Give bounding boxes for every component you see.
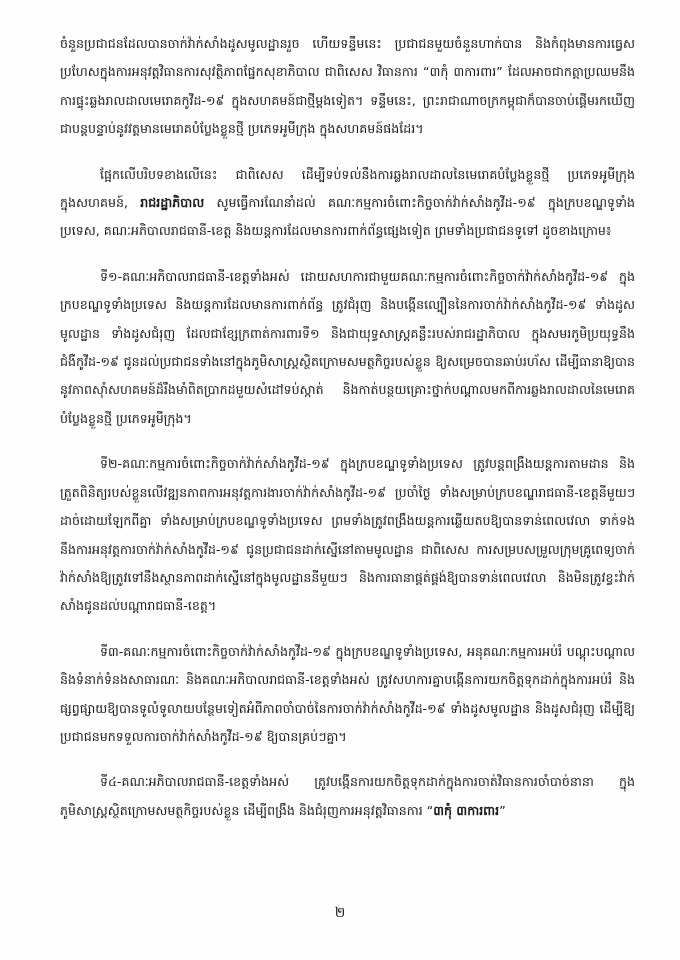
- paragraph-text: សូមធ្វើការណែនាំដល់ គណៈកម្មការចំពោះកិច្ចចាក់វ៉ាក់សាំងកូវីដ-១៩ ក្នុងក្របខណ្ឌទូទាំងប្រទេស, គណៈអភិបាលរាជធានី-ខេត្ត និងយន្តការដែលមានការពាក់ព័ន្ធផ្សេងទៀត ព្រមទាំងប្រជាជនទូទៅ ដូចខាងក្រោម៖: [60, 195, 635, 239]
- directive-item-1: [60, 263, 635, 433]
- directive-item-2: [60, 450, 635, 620]
- paragraph-text: ចំនួនប្រជាជនដែលបានចាក់វ៉ាក់សាំងដូសមូលដ្ឋានរួច ហើយទន្ទឹមនេះ ប្រជាជនមួយចំនួនហាក់បាន និងកំពុងមានការធ្វេសប្រហែសក្នុងការអនុវត្តវិធានការសុវត្ថិភាពផ្នែកសុខាភិបាល ជាពិសេស វិធានការ “៣កុំ ៣ការពារ” ដែលអាចជាកត្តាប្រឈមនឹងការផ្ទុះឆ្លងរាលដាលមេរោគកូវីដ-១៩ ក្នុងសហគមន៍ជាថ្មីម្តងទៀត។ ទន្ទឹមនេះ, ព្រះរាជាណាចក្រកម្ពុជាក៏បានចាប់ផ្តើមរកឃើញជាបន្តបន្ទាប់នូវវត្តមានមេរោគបំប្លែងខ្លួនថ្មី ប្រភេទអូមីក្រុង ក្នុងសហគមន៍ផងដែរ។: [60, 36, 635, 137]
- paragraph-text: ទី២-គណៈកម្មការចំពោះកិច្ចចាក់វ៉ាក់សាំងកូវីដ-១៩ ក្នុងក្របខណ្ឌទូទាំងប្រទេស ត្រូវបន្តពង្រឹងយន្តការតាមដាន និងត្រួតពិនិត្យរបស់ខ្លួនលើវឌ្ឍនភាពការអនុវត្តការងារចាក់វ៉ាក់សាំងកូវីដ-១៩ ប្រចាំថ្ងៃ ទាំងសម្រាប់ក្របខណ្ឌរាជធានី-ខេត្តនីមួយៗដាច់ដោយឡែកពីគ្នា ទាំងសម្រាប់ក្របខណ្ឌទូទាំងប្រទេស ព្រមទាំងត្រូវពង្រឹងយន្តការឆ្លើយតបឱ្យបានទាន់ពេលវេលា ទាក់ទងនឹងការអនុវត្តការចាក់វ៉ាក់សាំងកូវីដ-១៩ ជូនប្រជាជនដាក់ស្នើនៅតាមមូលដ្ឋាន ជាពិសេស ការសម្របសម្រួលក្រុមគ្រូពេទ្យចាក់វ៉ាក់សាំងឱ្យត្រូវទៅនឹងស្ថានភាពដាក់ស្នើនៅក្នុងមូលដ្ឋាននីមួយៗ និងការធានាផ្គត់ផ្គង់ឱ្យបានទាន់ពេលវេលា និងមិនត្រូវខ្វះវ៉ាក់សាំងជូនដល់បណ្តារាជធានី-ខេត្ត។: [60, 456, 635, 614]
- paragraph-text: ទី៤-គណៈអភិបាលរាជធានី-ខេត្តទាំងអស់ ត្រូវបង្កើនការយកចិត្តទុកដាក់ក្នុងការចាត់វិធានការចាំបាច់នានា ក្នុងភូមិសាស្ត្រស្ថិតក្រោមសមត្ថកិច្ចរបស់ខ្លួន ដើម្បីពង្រឹង និងជំរុញការអនុវត្តវិធានការ “: [60, 774, 635, 818]
- three-dont-three-protect-emphasis: ៣កុំ ៣ការពារ: [433, 802, 500, 818]
- government-emphasis: រាជរដ្ឋាភិបាល: [140, 195, 205, 211]
- paragraph-context: [60, 30, 635, 144]
- paragraph-text: ផ្អែកលើបរិបទខាងលើនេះ ជាពិសេស ដើម្បីទប់ទល់នឹងការឆ្លងរាលដាលនៃមេរោគបំប្លែងខ្លួនថ្មី ប្រភេទអូមីក្រុង ក្នុងសហគមន៍,: [60, 166, 635, 211]
- paragraph-intro: [60, 161, 635, 246]
- paragraph-text: ”: [499, 802, 506, 818]
- directive-item-3: [60, 638, 635, 752]
- paragraph-text: ទី១-គណៈអភិបាលរាជធានី-ខេត្តទាំងអស់ ដោយសហការជាមួយគណៈកម្មការចំពោះកិច្ចចាក់វ៉ាក់សាំងកូវីដ-១៩ ក្នុងក្របខណ្ឌទូទាំងប្រទេស និងយន្តការដែលមានការពាក់ព័ន្ធ ត្រូវជំរុញ និងបង្កើនល្បឿននៃការចាក់វ៉ាក់សាំងកូវីដ-១៩ ទាំងដូសមូលដ្ឋាន ទាំងដូសជំរុញ ដែលជាខ្សែក្រពាត់ការពារទី១ និងជាយុទ្ធសាស្ត្រគន្លឹះរបស់រាជរដ្ឋាភិបាល ក្នុងសមរភូមិប្រយុទ្ធនឹងជំងឺកូវីដ-១៩ ជូនដល់ប្រជាជនទាំងនៅក្នុងភូមិសាស្ត្រស្ថិតក្រោមសមត្ថកិច្ចរបស់ខ្លួន ឱ្យសម្រេចបានឆាប់រហ័ស ដើម្បីធានាឱ្យបាននូវភាពស៊ាំសហគមន៍ដ៏រឹងមាំពិតប្រាកដមួយសំដៅទប់ស្កាត់ និងកាត់បន្ថយគ្រោះថ្នាក់បណ្តាលមកពីការឆ្លងរាលដាលនៃមេរោគបំប្លែងខ្លួនថ្មី ប្រភេទអូមីក្រុង។: [60, 268, 635, 426]
- directive-item-4: [60, 768, 635, 825]
- paragraph-text: ទី៣-គណៈកម្មការចំពោះកិច្ចចាក់វ៉ាក់សាំងកូវីដ-១៩ ក្នុងក្របខណ្ឌទូទាំងប្រទេស, អនុគណៈកម្មការអប់រំ បណ្តុះបណ្តាល និងទំនាក់ទំនងសាធារណៈ និងគណៈអភិបាលរាជធានី-ខេត្តទាំងអស់ ត្រូវសហការគ្នាបង្កើនការយកចិត្តទុកដាក់ក្នុងការអប់រំ និងផ្សព្វផ្សាយឱ្យបានទូលំទូលាយបន្ថែមទៀតអំពីភាពចាំបាច់នៃការចាក់វ៉ាក់សាំងកូវីដ-១៩ ទាំងដូសមូលដ្ឋាន និងដូសជំរុញ ដើម្បីឱ្យប្រជាជនមកទទួលការចាក់វ៉ាក់សាំងកូវីដ-១៩ ឱ្យបានគ្រប់ៗគ្នា។: [60, 643, 635, 744]
- page-number: ២: [334, 905, 346, 921]
- document-body: [60, 30, 635, 910]
